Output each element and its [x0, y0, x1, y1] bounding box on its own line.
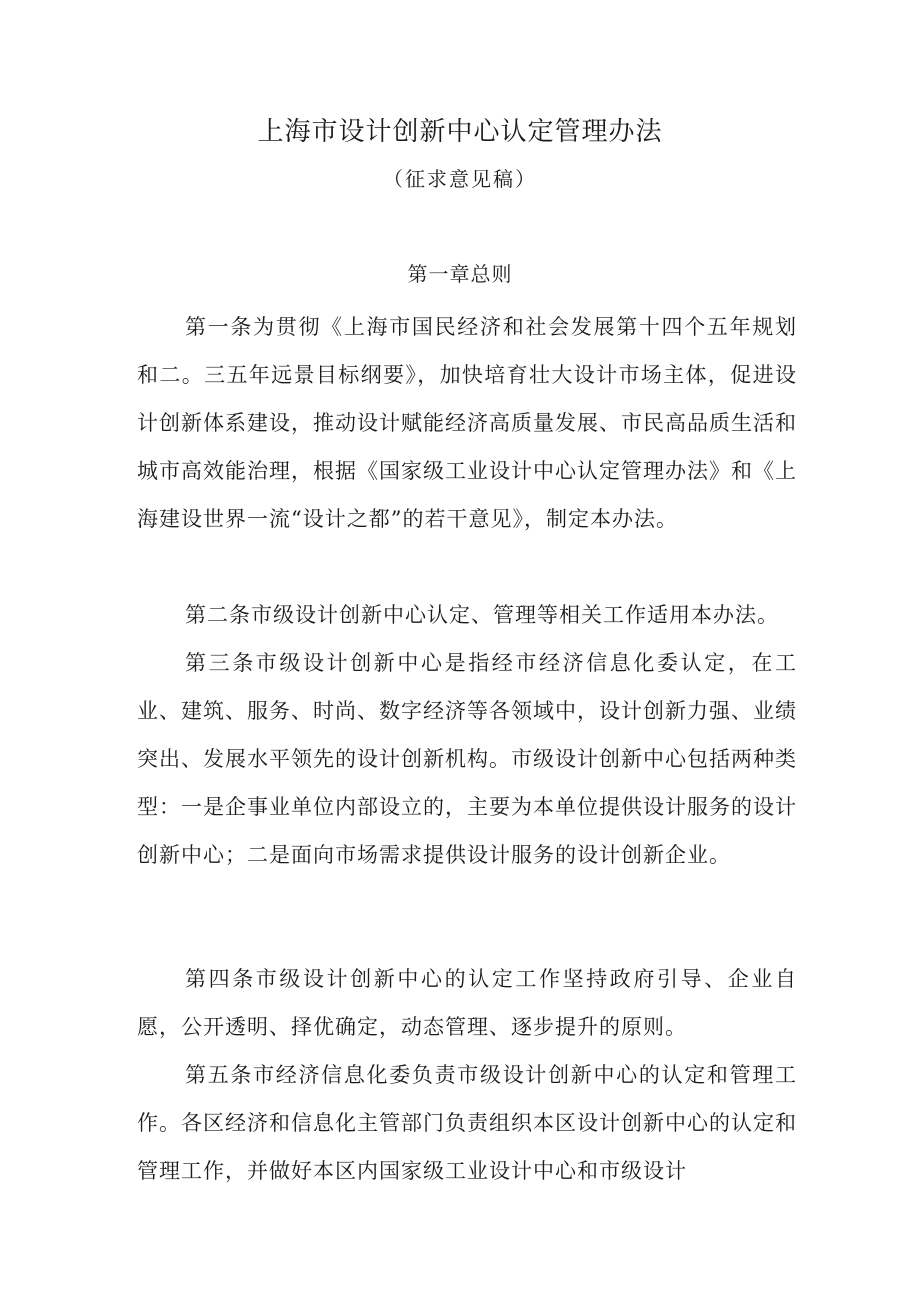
article-5-paragraph: 第五条市经济信息化委负责市级设计创新中心的认定和管理工作。各区经济和信息化主管部门负责组织本区设计创新中心的认定和管理工作，并做好本区内国家级工业设计中心和市级设计 [137, 1063, 797, 1183]
chapter-heading: 第一章总则 [407, 262, 513, 286]
article-1-paragraph: 第一条为贯彻《上海市国民经济和社会发展第十四个五年规划和二。三五年远景目标纲要》，加快培育壮大设计市场主体，促进设计创新体系建设，推动设计赋能经济高质量发展、市民高品质生活和城市高效能治理，根据《国家级工业设计中心认定管理办法》和《上海建设世界一流“设计之都”的若干意见》，制定本办法。 [137, 315, 797, 531]
article-4-paragraph: 第四条市级设计创新中心的认定工作坚持政府引导、企业自愿，公开透明、择优确定，动态管理、逐步提升的原则。 [137, 967, 797, 1039]
article-2-paragraph: 第二条市级设计创新中心认定、管理等相关工作适用本办法。 [185, 603, 779, 627]
document-subtitle: （征求意见稿） [383, 167, 537, 191]
document-title: 上海市设计创新中心认定管理办法 [257, 117, 663, 147]
article-3-paragraph: 第三条市级设计创新中心是指经市经济信息化委认定，在工业、建筑、服务、时尚、数字经济等各领域中，设计创新力强、业绩突出、发展水平领先的设计创新机构。市级设计创新中心包括两种类型：一是企事业单位内部设立的，主要为本单位提供设计服务的设计创新中心；二是面向市场需求提供设计服务的设计创新企业。 [137, 651, 797, 867]
